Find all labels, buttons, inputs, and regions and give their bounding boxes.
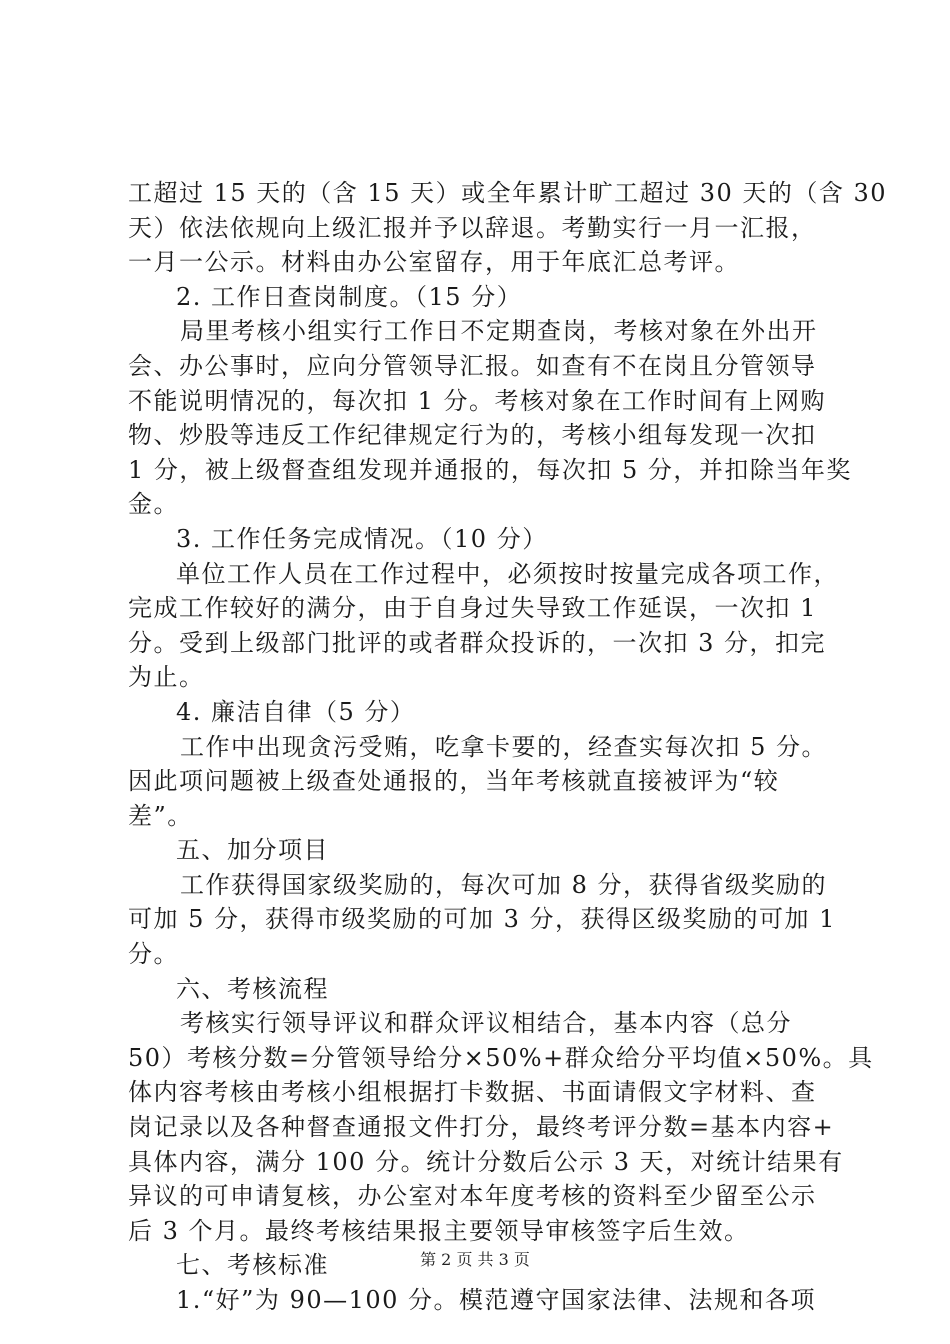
section-heading: 4. 廉洁自律（5 分） [176, 697, 416, 726]
text-line: 完成工作较好的满分，由于自身过失导致工作延误，一次扣 1 [128, 594, 817, 623]
text-line: 一月一公示。材料由办公室留存，用于年底汇总考评。 [128, 248, 740, 277]
text-line: 体内容考核由考核小组根据打卡数据、书面请假文字材料、查 [128, 1078, 817, 1107]
text-line: 1.“好”为 90—100 分。模范遵守国家法律、法规和各项 [176, 1286, 817, 1314]
text-line: 异议的可申请复核，办公室对本年度考核的资料至少留至公示 [128, 1182, 817, 1211]
text-line: 金。 [128, 490, 179, 519]
text-line: 差”。 [128, 801, 193, 830]
text-line: 会、办公事时，应向分管领导汇报。如查有不在岗且分管领导 [128, 351, 817, 380]
text-line: 考核实行领导评议和群众评议相结合，基本内容（总分 [180, 1009, 792, 1038]
text-line: 物、炒股等违反工作纪律规定行为的，考核小组每发现一次扣 [128, 421, 817, 450]
text-line: 1 分，被上级督查组发现并通报的，每次扣 5 分，并扣除当年奖 [128, 455, 852, 484]
text-line: 后 3 个月。最终考核结果报主要领导审核签字后生效。 [128, 1216, 750, 1245]
text-line: 局里考核小组实行工作日不定期查岗，考核对象在外出开 [180, 317, 818, 346]
text-line: 天）依法依规向上级汇报并予以辞退。考勤实行一月一汇报， [128, 213, 817, 242]
section-heading: 六、考核流程 [176, 974, 329, 1003]
text-line: 工作获得国家级奖励的，每次可加 8 分，获得省级奖励的 [180, 870, 828, 899]
text-line: 因此项问题被上级查处通报的，当年考核就直接被评为“较 [128, 767, 780, 796]
text-line: 50）考核分数=分管领导给分×50%+群众给分平均值×50%。具 [128, 1043, 874, 1072]
text-line: 工超过 15 天的（含 15 天）或全年累计旷工超过 30 天的（含 30 [128, 179, 888, 207]
text-line: 具体内容，满分 100 分。统计分数后公示 3 天，对统计结果有 [128, 1147, 844, 1176]
section-heading: 五、加分项目 [176, 836, 329, 865]
text-line: 不能说明情况的，每次扣 1 分。考核对象在工作时间有上网购 [128, 386, 827, 415]
text-line: 可加 5 分，获得市级奖励的可加 3 分，获得区级奖励的可加 1 [128, 905, 836, 934]
text-line: 岗记录以及各种督查通报文件打分，最终考评分数=基本内容+ [128, 1113, 835, 1142]
text-line: 为止。 [128, 663, 205, 692]
text-line: 分。受到上级部门批评的或者群众投诉的，一次扣 3 分，扣完 [128, 628, 827, 657]
text-line: 单位工作人员在工作过程中，必须按时按量完成各项工作， [176, 559, 839, 588]
section-heading: 七、考核标准 [176, 1251, 329, 1280]
section-heading: 2. 工作日查岗制度。（15 分） [176, 282, 523, 311]
section-heading: 3. 工作任务完成情况。（10 分） [176, 524, 548, 553]
page-number-footer: 第 2 页 共 3 页 [420, 1250, 530, 1269]
text-line: 工作中出现贪污受贿，吃拿卡要的，经查实每次扣 5 分。 [180, 732, 828, 761]
text-line: 分。 [128, 940, 179, 969]
document-body [128, 176, 888, 1318]
